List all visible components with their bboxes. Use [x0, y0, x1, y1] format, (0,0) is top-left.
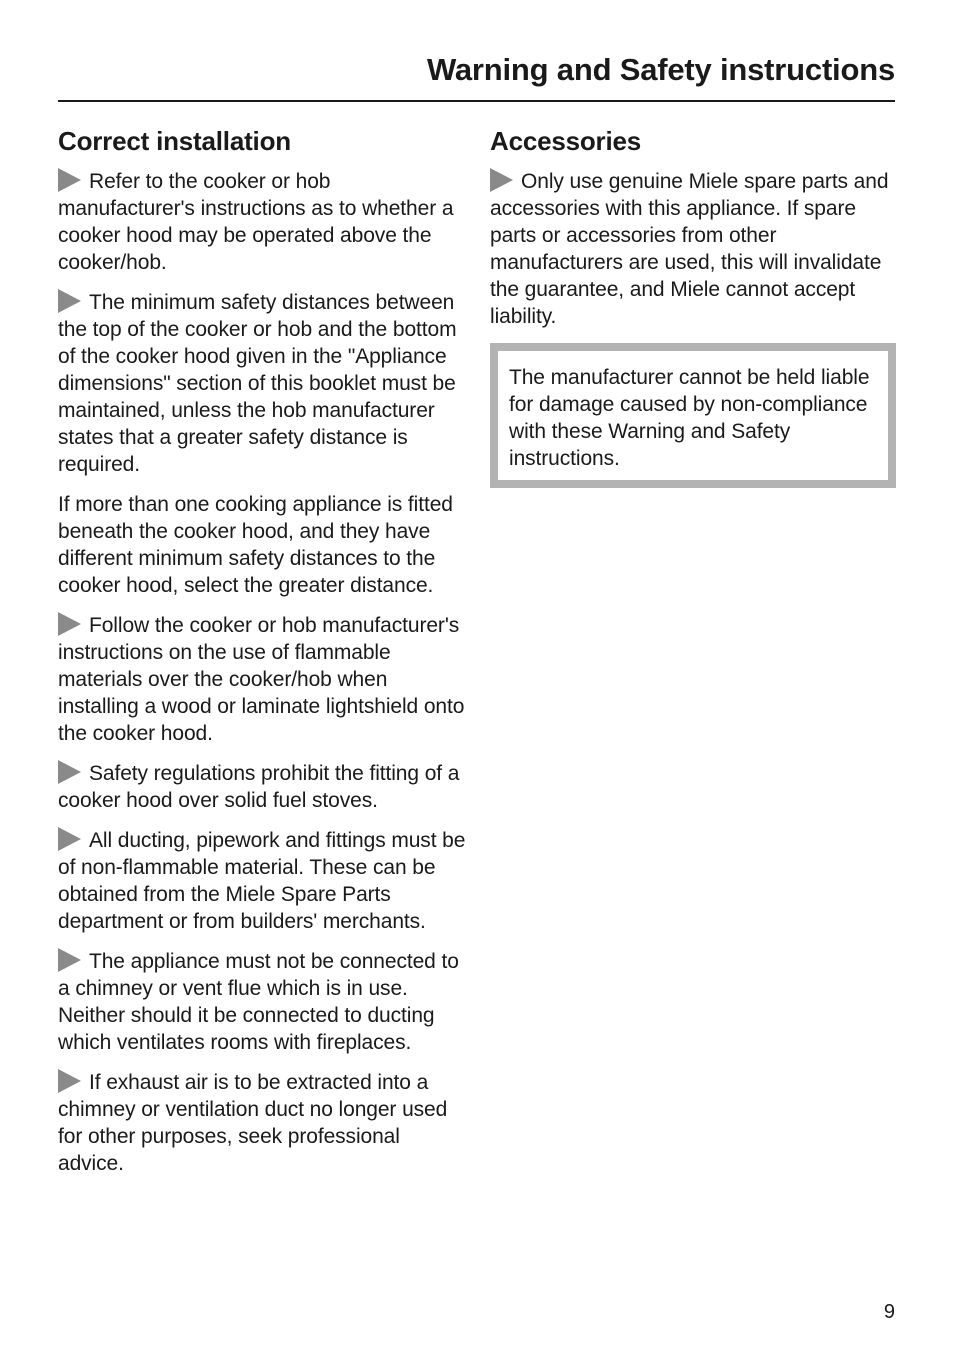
page-header: [58, 50, 895, 102]
triangle-right-icon: [58, 1069, 81, 1093]
triangle-right-icon: [58, 289, 81, 313]
paragraph-text: Refer to the cooker or hob manufacturer's instructions as to whether a cooker hood may be operated above the cooker/hob.: [58, 170, 454, 274]
triangle-right-icon: [58, 948, 81, 972]
triangle-right-icon: [58, 612, 81, 636]
list-item: [58, 760, 468, 814]
list-item: [58, 168, 468, 276]
accessories-section: [490, 124, 896, 488]
correct-installation-section: [58, 124, 468, 1190]
list-item: [58, 491, 468, 599]
triangle-right-icon: [58, 168, 81, 192]
notice-text: The manufacturer cannot be held liable for damage caused by non-compliance with these Warning and Safety instructions.: [509, 366, 870, 470]
triangle-right-icon: [58, 760, 81, 784]
list-item: [58, 289, 468, 478]
triangle-right-icon: [58, 827, 81, 851]
section-heading-correct-installation: Correct installation: [58, 126, 291, 156]
notice-box: [490, 343, 896, 488]
page-title: Warning and Safety instructions: [426, 52, 895, 87]
section-heading-accessories: Accessories: [490, 126, 642, 156]
list-item: [58, 827, 468, 935]
paragraph-text: The appliance must not be connected to a chimney or vent flue which is in use. Neither should it be connected to ducting which ventilates rooms with fireplaces.: [58, 950, 459, 1054]
paragraph-text: Follow the cooker or hob manufacturer's instructions on the use of flammable materials over the cooker/hob when installing a wood or laminate lightshield onto the cooker hood.: [58, 614, 465, 745]
paragraph-text: All ducting, pipework and fittings must be of non-flammable material. These can be obtained from the Miele Spare Parts department or from builders' merchants.: [58, 829, 466, 933]
paragraph-text: If more than one cooking appliance is fitted beneath the cooker hood, and they have different minimum safety distances to the cooker hood, select the greater distance.: [58, 493, 453, 597]
list-item: [58, 1069, 468, 1177]
paragraph-text: Only use genuine Miele spare parts and accessories with this appliance. If spare parts or accessories from other manufacturers are used, this will invalidate the guarantee, and Miele cannot accept liability.: [490, 170, 889, 328]
page-number: 9: [883, 1301, 895, 1323]
paragraph-text: The minimum safety distances between the top of the cooker or hob and the bottom of the cooker hood given in the "Appliance dimensions" section of this booklet must be maintained, unless the hob manufacturer states that a greater safety distance is required.: [58, 291, 457, 476]
paragraph-text: Safety regulations prohibit the fitting of a cooker hood over solid fuel stoves.: [58, 762, 460, 812]
triangle-right-icon: [490, 168, 513, 192]
list-item: [58, 948, 468, 1056]
list-item: [490, 168, 896, 330]
paragraph-text: If exhaust air is to be extracted into a chimney or ventilation duct no longer used for other purposes, seek professional advice.: [58, 1071, 448, 1175]
list-item: [58, 612, 468, 747]
